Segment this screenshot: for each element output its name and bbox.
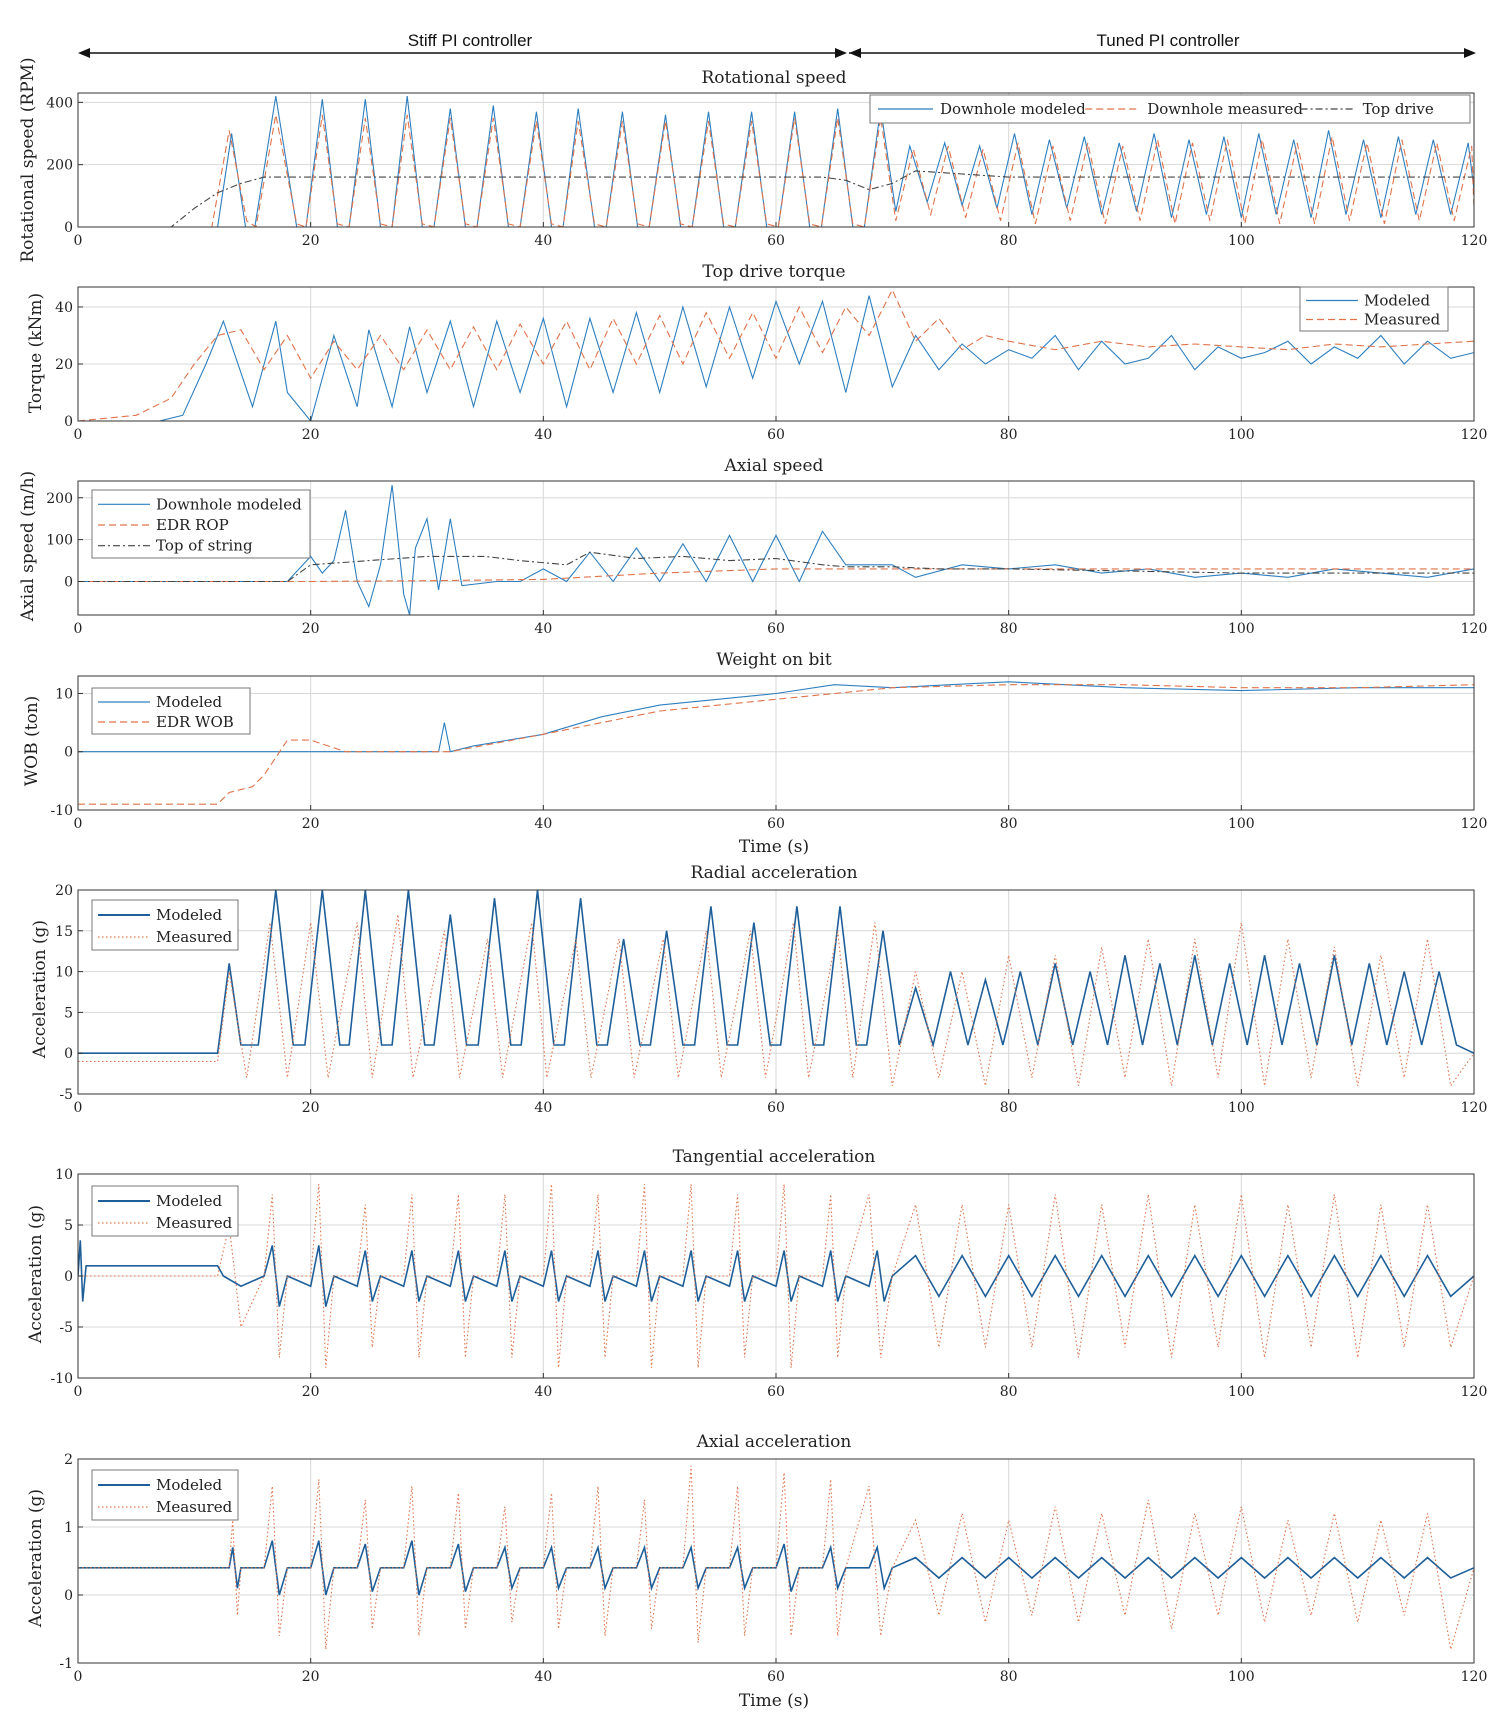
panel-radial-acceleration [55,883,1487,1116]
ylabel-tangential: Acceleration (g) [26,1204,46,1344]
radial-ytick-label: 20 [55,883,73,899]
torque-xtick-label: 80 [999,427,1018,443]
rot-ytick-label: 200 [46,157,73,174]
rot-xtick-label: 0 [73,233,83,249]
panel-tangential-acceleration [50,1167,1487,1400]
ylabel-axial: Axial speed (m/h) [18,470,38,622]
phase-arrowhead-mid-right [849,48,861,58]
wob-xtick-label: 0 [73,816,83,832]
phase-arrowhead-mid-left [835,48,847,58]
axialacc-xtick-label: 20 [301,1669,320,1685]
phase-arrowhead-right [1464,48,1476,58]
torque-xtick-label: 100 [1227,427,1255,443]
tangential-ytick-label: 0 [64,1269,73,1285]
wob-ytick-label: 0 [64,744,73,761]
panel-rotational-speed [46,93,1487,249]
torque-ytick-label: 40 [55,299,73,316]
tangential-ytick-label: 10 [55,1167,73,1183]
axial-xtick-label: 20 [301,621,320,637]
axial-ytick-label: 200 [46,490,73,507]
tangential-xtick-label: 20 [301,1384,320,1400]
tangential-xtick-label: 120 [1460,1384,1488,1400]
wob-legend-label: EDR WOB [156,713,234,731]
rot-legend [870,95,1470,123]
tangential-xtick-label: 60 [767,1384,785,1400]
wob-xtick-label: 20 [301,816,320,832]
radial-xtick-label: 80 [999,1100,1018,1116]
axial-legend-label: Downhole modeled [156,495,302,514]
torque-xtick-label: 60 [767,427,785,443]
axial-xtick-label: 100 [1227,621,1255,637]
phase-label-stiff: Stiff PI controller [407,31,533,50]
axialacc-legend-label: Modeled [156,1476,223,1494]
torque-ytick-label: 20 [55,356,73,373]
xlabel-wob: Time (s) [738,837,810,857]
axialacc-ytick-label: 2 [64,1452,73,1468]
radial-legend [92,900,238,950]
radial-xtick-label: 0 [73,1100,83,1116]
wob-xtick-label: 40 [534,816,553,832]
tangential-xtick-label: 40 [534,1384,553,1400]
torque-legend-label: Measured [1364,310,1441,329]
ylabel-rot: Rotational speed (RPM) [18,57,38,263]
axial-ytick-label: 100 [46,532,73,549]
rot-ytick-label: 0 [64,220,73,236]
wob-xtick-label: 120 [1460,816,1488,832]
ylabel-axialacc: Acceleration (g) [26,1488,46,1628]
axial-xtick-label: 0 [73,621,83,637]
title-axialacc: Axial acceleration [696,1432,852,1452]
panel-axial-acceleration [59,1452,1487,1685]
axialacc-ytick-label: 1 [64,1520,73,1536]
torque-legend-label: Modeled [1364,291,1431,310]
rot-ytick-label: 400 [46,95,73,112]
ylabel-radial: Acceleration (g) [30,919,50,1059]
rot-legend-label: Downhole modeled [940,100,1086,118]
wob-ytick-label: -10 [50,803,73,819]
wob-xtick-label: 60 [767,816,785,832]
axial-xtick-label: 60 [767,621,785,637]
phase-arrowhead-left [78,48,90,58]
tangential-xtick-label: 100 [1227,1384,1255,1400]
radial-xtick-label: 20 [301,1100,320,1116]
radial-ytick-label: 0 [64,1046,73,1063]
wob-xtick-label: 80 [999,816,1018,832]
panel-axial-speed [46,481,1487,637]
radial-ytick-label: 10 [55,964,73,981]
axial-ytick-label: 0 [64,574,73,591]
tangential-legend-label: Measured [156,1214,233,1232]
title-axial: Axial speed [724,456,824,476]
radial-legend-label: Modeled [156,906,223,924]
tangential-xtick-label: 80 [999,1384,1018,1400]
axialacc-legend-label: Measured [156,1498,233,1516]
rot-xtick-label: 20 [301,233,320,249]
axialacc-xtick-label: 0 [73,1669,83,1685]
wob-legend-label: Modeled [156,693,223,711]
axial-xtick-label: 80 [999,621,1018,637]
tangential-ytick-label: -10 [50,1371,73,1387]
rot-legend-label: Top drive [1362,100,1434,118]
radial-ytick-label: 5 [64,1005,73,1022]
radial-xtick-label: 60 [767,1100,785,1116]
axialacc-xtick-label: 100 [1227,1669,1255,1685]
phase-annotation [78,31,1476,58]
radial-legend-label: Measured [156,928,233,946]
torque-xtick-label: 40 [534,427,553,443]
axial-legend [92,490,310,558]
tangential-ytick-label: -5 [59,1320,73,1336]
axialacc-ytick-label: -1 [59,1656,73,1672]
xlabel-axialacc: Time (s) [738,1691,810,1711]
panel-weight-on-bit [50,676,1487,832]
rot-xtick-label: 80 [999,233,1018,249]
torque-ytick-label: 0 [64,414,73,430]
torque-xtick-label: 0 [73,427,83,443]
radial-xtick-label: 40 [534,1100,553,1116]
radial-xtick-label: 120 [1460,1100,1488,1116]
tangential-xtick-label: 0 [73,1384,83,1400]
ylabel-torque: Torque (kNm) [26,292,46,414]
torque-xtick-label: 120 [1460,427,1488,443]
axialacc-xtick-label: 60 [767,1669,785,1685]
radial-xtick-label: 100 [1227,1100,1255,1116]
panel-top-drive-torque [55,287,1487,443]
axialacc-legend [92,1470,238,1520]
radial-ytick-label: 15 [55,923,73,940]
wob-ytick-label: 10 [55,686,73,703]
phase-label-tuned: Tuned PI controller [1096,31,1240,50]
rot-xtick-label: 40 [534,233,553,249]
tangential-ytick-label: 5 [64,1218,73,1234]
axial-xtick-label: 120 [1460,621,1488,637]
title-tangential: Tangential acceleration [672,1147,876,1167]
tangential-legend-label: Modeled [156,1192,223,1210]
axialacc-xtick-label: 80 [999,1669,1018,1685]
torque-legend [1300,287,1448,331]
title-rot: Rotational speed [701,68,847,88]
rot-xtick-label: 120 [1460,233,1488,249]
title-torque: Top drive torque [702,262,846,282]
wob-xtick-label: 100 [1227,816,1255,832]
title-wob: Weight on bit [716,650,832,670]
radial-ytick-label: -5 [59,1087,73,1103]
ylabel-wob: WOB (ton) [22,695,42,787]
rot-legend-label: Downhole measured [1147,100,1303,118]
rot-xtick-label: 100 [1227,233,1255,249]
wob-legend [92,688,250,734]
torque-xtick-label: 20 [301,427,320,443]
axial-xtick-label: 40 [534,621,553,637]
axial-legend-label: Top of string [156,536,253,555]
title-radial: Radial acceleration [690,863,858,883]
axialacc-ytick-label: 0 [64,1588,73,1604]
axialacc-xtick-label: 120 [1460,1669,1488,1685]
axial-legend-label: EDR ROP [156,516,229,534]
rot-xtick-label: 60 [767,233,785,249]
axialacc-xtick-label: 40 [534,1669,553,1685]
tangential-legend [92,1186,238,1236]
